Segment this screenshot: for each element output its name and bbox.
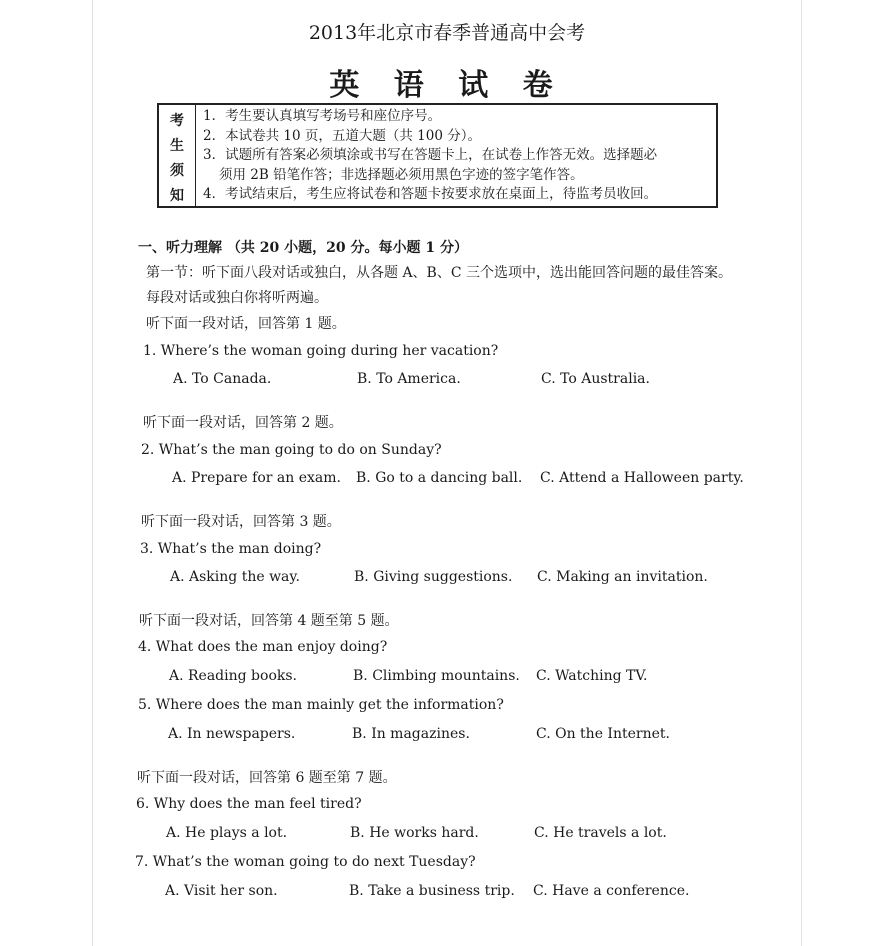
option-a: A. In newspapers. (168, 726, 296, 742)
section-title: 一、听力理解 （共 20 小题，20 分。每小题 1 分） (138, 240, 468, 256)
notice-item: 4．考试结束后，考生应将试卷和答题卡按要求放在桌面上，待监考员收回。 (203, 186, 658, 202)
notice-label (159, 105, 196, 206)
option-c: C. Making an invitation. (537, 569, 708, 585)
question-text: 6. Why does the man feel tired? (136, 796, 362, 812)
question-text: 2. What’s the man going to do on Sunday? (141, 442, 442, 458)
listening-direction: 听下面一段对话，回答第 4 题至第 5 题。 (139, 613, 399, 629)
part-instructions-continued: 每段对话或独白你将听两遍。 (146, 290, 328, 306)
question-text: 7. What’s the woman going to do next Tuesday? (135, 854, 476, 870)
candidate-notice-box (157, 103, 718, 208)
option-b: B. Giving suggestions. (354, 569, 513, 585)
option-b: B. He works hard. (350, 825, 479, 841)
option-a: A. Asking the way. (170, 569, 300, 585)
notice-label-char: 须 (170, 163, 184, 179)
notice-list (203, 107, 715, 205)
question-text: 4. What does the man enjoy doing? (138, 639, 388, 655)
notice-label-char: 生 (170, 138, 184, 154)
option-c: C. To Australia. (541, 371, 650, 387)
option-c: C. Attend a Halloween party. (540, 470, 744, 486)
notice-item: 3．试题所有答案必须填涂或书写在答题卡上，在试卷上作答无效。选择题必 (203, 147, 658, 163)
option-a: A. Prepare for an exam. (172, 470, 341, 486)
listening-direction: 听下面一段对话，回答第 2 题。 (143, 415, 343, 431)
subject-title: 英 语 试 卷 (329, 68, 565, 103)
option-c: C. Watching TV. (536, 668, 648, 684)
notice-item: 2．本试卷共 10 页，五道大题（共 100 分）。 (203, 127, 481, 144)
listening-direction: 听下面一段对话，回答第 1 题。 (146, 316, 346, 332)
question-text: 1. Where’s the woman going during her vacation? (143, 343, 499, 359)
notice-item: 1．考生要认真填写考场号和座位序号。 (203, 108, 442, 124)
option-a: A. To Canada. (173, 371, 272, 387)
option-c: C. On the Internet. (536, 726, 670, 742)
exam-title: 2013年北京市春季普通高中会考 (308, 22, 586, 44)
listening-direction: 听下面一段对话，回答第 6 题至第 7 题。 (137, 770, 397, 786)
notice-label-char: 知 (170, 188, 184, 204)
notice-item-continuation: 须用 2B 铅笔作答；非选择题必须用黑色字迹的签字笔作答。 (219, 166, 584, 183)
option-c: C. He travels a lot. (534, 825, 667, 841)
option-c: C. Have a conference. (533, 883, 690, 899)
option-b: B. Go to a dancing ball. (356, 470, 523, 486)
part-instructions: 第一节：听下面八段对话或独白，从各题 A、B、C 三个选项中，选出能回答问题的最佳答案。 (146, 265, 733, 281)
option-a: A. Visit her son. (165, 883, 278, 899)
notice-label-char: 考 (170, 113, 184, 129)
option-a: A. Reading books. (169, 668, 297, 684)
option-b: B. In magazines. (352, 726, 470, 742)
option-b: B. Climbing mountains. (353, 668, 520, 684)
exam-page (92, 0, 802, 946)
listening-direction: 听下面一段对话，回答第 3 题。 (141, 514, 341, 530)
option-b: B. Take a business trip. (349, 883, 515, 899)
option-a: A. He plays a lot. (166, 825, 288, 841)
question-text: 3. What’s the man doing? (140, 541, 322, 557)
question-text: 5. Where does the man mainly get the information? (138, 697, 504, 713)
option-b: B. To America. (357, 371, 461, 387)
